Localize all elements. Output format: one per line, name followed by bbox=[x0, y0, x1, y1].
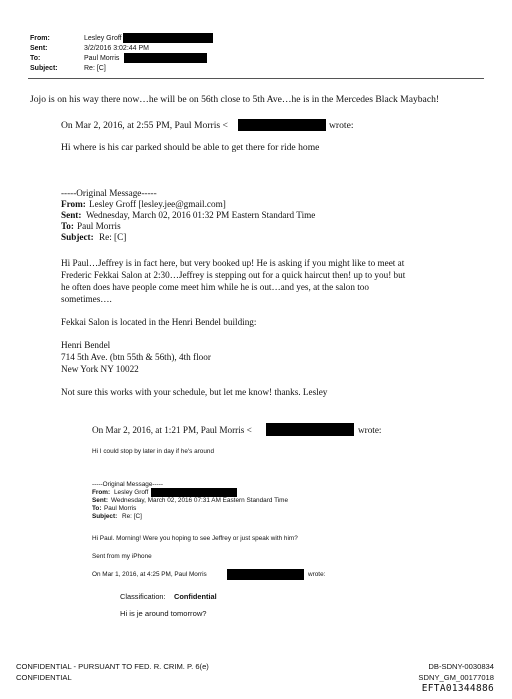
quote3-wrote: wrote: bbox=[308, 571, 326, 578]
redaction-box bbox=[123, 33, 213, 43]
header-divider bbox=[28, 78, 484, 79]
orig2-sent-value: Wednesday, March 02, 2016 07:31 AM Eastern Standard Time bbox=[111, 497, 289, 504]
message2-text: Hi Paul. Morning! Were you hoping to see Jeffrey or just speak with him? bbox=[92, 535, 298, 542]
orig2-from-value: Lesley Groff bbox=[114, 489, 149, 496]
orig-from-label: From: bbox=[61, 199, 86, 209]
footer-bates-2: SDNY_GM_00177018 bbox=[418, 673, 494, 682]
orig-to-label: To: bbox=[61, 221, 74, 231]
orig2-subject-value: Re: [C] bbox=[122, 513, 142, 520]
quote2-text: Hi I could stop by later in day if he's around bbox=[92, 448, 214, 455]
final-message: Hi is je around tomorrow? bbox=[120, 609, 207, 618]
footer-bates-3: EFTA01344886 bbox=[421, 683, 494, 694]
orig-subject-label: Subject: bbox=[61, 232, 94, 242]
quote2-wrote: wrote: bbox=[358, 425, 382, 435]
para3: Not sure this works with your schedule, but let me know! thanks. Lesley bbox=[61, 387, 328, 397]
redaction-box bbox=[238, 119, 326, 131]
to-value: Paul Morris bbox=[84, 55, 120, 62]
sent-from-device: Sent from my iPhone bbox=[92, 553, 152, 560]
para1-line4: sometimes…. bbox=[61, 294, 112, 304]
orig-to-value: Paul Morris bbox=[77, 221, 121, 231]
address-line1: Henri Bendel bbox=[61, 340, 111, 350]
footer-confidential-legal: CONFIDENTIAL - PURSUANT TO FED. R. CRIM. P. 6(e) bbox=[16, 662, 209, 671]
original-message2-heading: -----Original Message----- bbox=[92, 481, 164, 488]
orig2-subject-label: Subject: bbox=[92, 513, 118, 520]
para1-line2: Frederic Fekkai Salon at 2:30…Jeffrey is stepping out for a quick haircut then! up to you! but bbox=[61, 270, 406, 280]
para1-line3: he often does have people come meet him while he is out…and yes, at the salon too bbox=[61, 282, 369, 292]
quote1-text: Hi where is his car parked should be able to get there for ride home bbox=[61, 142, 320, 153]
orig2-from-label: From: bbox=[92, 489, 111, 496]
original-message-heading: -----Original Message----- bbox=[61, 188, 157, 198]
redaction-box bbox=[266, 423, 354, 436]
address-line2: 714 5th Ave. (btn 55th & 56th), 4th floor bbox=[61, 352, 211, 362]
footer-bates-1: DB-SDNY-0030834 bbox=[428, 662, 494, 671]
classification-value: Confidential bbox=[174, 592, 217, 601]
para1-line1: Hi Paul…Jeffrey is in fact here, but very booked up! He is asking if you might like to meet at bbox=[61, 258, 405, 268]
footer-confidential: CONFIDENTIAL bbox=[16, 673, 72, 682]
orig-subject-value: Re: [C] bbox=[99, 232, 127, 242]
para2: Fekkai Salon is located in the Henri Bendel building: bbox=[61, 317, 257, 327]
redaction-box bbox=[124, 53, 207, 63]
from-label: From: bbox=[30, 35, 50, 42]
quote1-wrote: wrote: bbox=[329, 120, 354, 131]
body-line-1: Jojo is on his way there now…he will be on 56th close to 5th Ave…he is in the Mercedes Black Maybach! bbox=[30, 94, 440, 105]
quote2-intro: On Mar 2, 2016, at 1:21 PM, Paul Morris < bbox=[92, 425, 252, 435]
orig2-to-value: Paul Morris bbox=[104, 505, 137, 512]
orig-sent-label: Sent: bbox=[61, 210, 82, 220]
quote1-intro: On Mar 2, 2016, at 2:55 PM, Paul Morris < bbox=[61, 120, 228, 131]
address-line3: New York NY 10022 bbox=[61, 364, 139, 374]
redaction-box bbox=[227, 569, 304, 580]
orig2-sent-label: Sent: bbox=[92, 497, 108, 504]
to-label: To: bbox=[30, 55, 41, 62]
subject-value: Re: [C] bbox=[84, 65, 106, 72]
orig-from-value: Lesley Groff [lesley.jee@gmail.com] bbox=[89, 199, 226, 209]
sent-label: Sent: bbox=[30, 45, 48, 52]
orig2-to-label: To: bbox=[92, 505, 102, 512]
quote3-intro: On Mar 1, 2016, at 4:25 PM, Paul Morris bbox=[92, 571, 207, 578]
from-value: Lesley Groff bbox=[84, 35, 122, 42]
orig-sent-value: Wednesday, March 02, 2016 01:32 PM Eastern Standard Time bbox=[86, 210, 316, 220]
redaction-box bbox=[151, 488, 237, 497]
sent-value: 3/2/2016 3:02:44 PM bbox=[84, 45, 149, 52]
subject-label: Subject: bbox=[30, 65, 58, 72]
classification-label: Classification: bbox=[120, 592, 166, 601]
